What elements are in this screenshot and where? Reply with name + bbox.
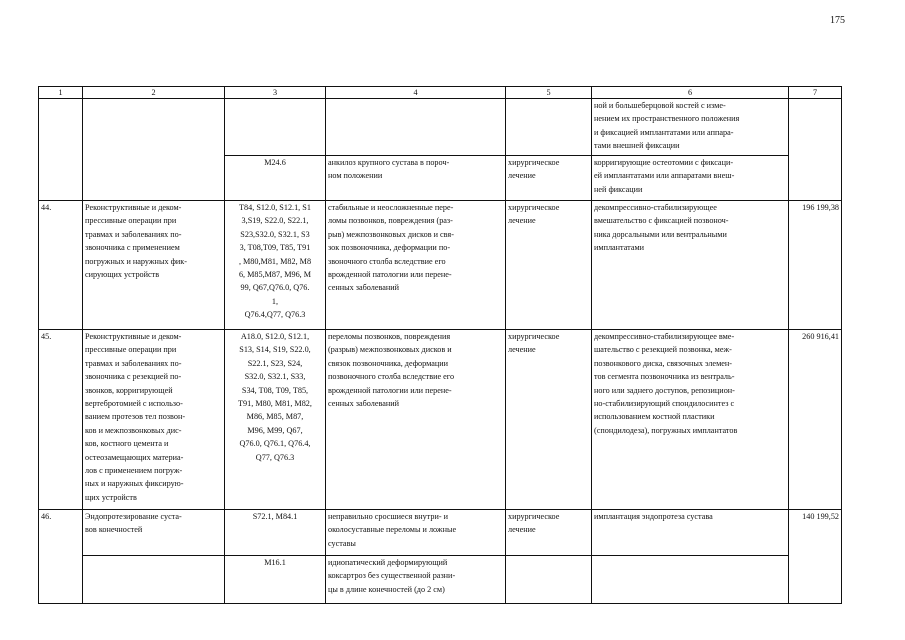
method-cell — [592, 556, 789, 604]
operation-type-cell — [83, 156, 225, 201]
method-cell: имплантация эндопротеза сустава — [592, 510, 789, 556]
diagnosis-cell — [326, 99, 506, 156]
operation-type-cell — [83, 556, 225, 604]
diagnosis-cell: переломы позвонков, повреждения (разрыв) межпозвонковых дисков и связок позвоночника, деформации позвоночного столба вследствие его врожденной патологии или перене- сенных заболеваний — [326, 330, 506, 510]
treatment-type-cell: хирургическое лечение — [506, 510, 592, 556]
icd-code-cell: A18.0, S12.0, S12.1, S13, S14, S19, S22.0, S22.1, S23, S24, S32.0, S32.1, S33, S34, T08, T09, T85, T91, M80, M81, M82, M86, M85, M87, M96, M99, Q67, Q76.0, Q76.1, Q76.4, Q77, Q76.3 — [225, 330, 326, 510]
icd-code-cell: S72.1, M84.1 — [225, 510, 326, 556]
row-number-cell — [39, 556, 83, 604]
row-number-cell: 45. — [39, 330, 83, 510]
icd-code-cell: T84, S12.0, S12.1, S1 3,S19, S22.0, S22.1, S23,S32.0, S32.1, S3 3, T08,T09, T85, T91 , M80,M81, M82, M8 6, M85,M87, M96, M 99, Q67,Q76.0, Q76. 1, Q76.4,Q77, Q76.3 — [225, 201, 326, 330]
method-cell: ной и большеберцовой костей с изме- нением их пространственного положения и фиксацией имплантатами или аппара- тами внешней фиксации — [592, 99, 789, 156]
table-row — [39, 156, 842, 201]
method-cell: декомпрессивно-стабилизирующее вмешательство с фиксацией позвоноч- ника дорсальными или вентральными имплантатами — [592, 201, 789, 330]
column-header: 4 — [326, 87, 506, 99]
row-number-cell: 46. — [39, 510, 83, 556]
cost-cell — [789, 156, 842, 201]
cost-cell — [789, 556, 842, 604]
table-row — [39, 510, 842, 556]
treatment-type-cell: хирургическое лечение — [506, 330, 592, 510]
operation-type-cell: Эндопротезирование суста- вов конечностей — [83, 510, 225, 556]
column-header: 1 — [39, 87, 83, 99]
method-cell: декомпрессивно-стабилизирующее вме- шательство с резекцией позвонка, меж- позвонкового диска, связочных элемен- тов сегмента позвоночника из вентраль- ного или заднего доступов, репозицион- но-стабилизирующий спондилосинтез с использованием костной пластики (спондилодеза), погружных имплантатов — [592, 330, 789, 510]
treatment-type-cell: хирургическое лечение — [506, 201, 592, 330]
row-number-cell: 44. — [39, 201, 83, 330]
table-row — [39, 556, 842, 604]
treatment-type-cell — [506, 99, 592, 156]
column-header: 6 — [592, 87, 789, 99]
diagnosis-cell: неправильно сросшиеся внутри- и околосуставные переломы и ложные суставы — [326, 510, 506, 556]
cost-cell — [789, 99, 842, 156]
column-header: 2 — [83, 87, 225, 99]
row-number-cell — [39, 99, 83, 156]
table-header-row — [39, 87, 842, 99]
cost-cell: 260 916,41 — [789, 330, 842, 510]
icd-code-cell: M24.6 — [225, 156, 326, 201]
diagnosis-cell: анкилоз крупного сустава в пороч- ном положении — [326, 156, 506, 201]
table-row — [39, 99, 842, 156]
row-number-cell — [39, 156, 83, 201]
operation-type-cell: Реконструктивные и деком- прессивные операции при травмах и заболеваниях по- звоночника с резекцией по- звонков, корригирующей вертебротомией с использо- ванием протезов тел позвон- ков и межпозвонковых дис- ков, костного цемента и остеозамещающих материа- лов с применением погруж- ных и наружных фиксирую- щих устройств — [83, 330, 225, 510]
icd-code-cell: M16.1 — [225, 556, 326, 604]
treatment-type-cell — [506, 556, 592, 604]
column-header: 3 — [225, 87, 326, 99]
cost-cell: 140 199,52 — [789, 510, 842, 556]
operation-type-cell: Реконструктивные и деком- прессивные операции при травмах и заболеваниях по- звоночника с применением погружных и наружных фик- сирующих устройств — [83, 201, 225, 330]
column-header: 7 — [789, 87, 842, 99]
diagnosis-cell: идиопатический деформирующий коксартроз без существенной разни- цы в длине конечностей (до 2 см) — [326, 556, 506, 604]
cost-cell: 196 199,38 — [789, 201, 842, 330]
document-table — [38, 86, 842, 604]
page-number: 175 — [830, 15, 845, 26]
operation-type-cell — [83, 99, 225, 156]
column-header: 5 — [506, 87, 592, 99]
table-row — [39, 201, 842, 330]
treatment-type-cell: хирургическое лечение — [506, 156, 592, 201]
method-cell: корригирующие остеотомии с фиксаци- ей имплантатами или аппаратами внеш- ней фиксации — [592, 156, 789, 201]
icd-code-cell — [225, 99, 326, 156]
table-row — [39, 330, 842, 510]
diagnosis-cell: стабильные и неосложненные пере- ломы позвонков, повреждения (раз- рыв) межпозвонковых дисков и свя- зок позвоночника, деформации по- звоночного столба вследствие его врожденной патологии или перене- сенных заболеваний — [326, 201, 506, 330]
